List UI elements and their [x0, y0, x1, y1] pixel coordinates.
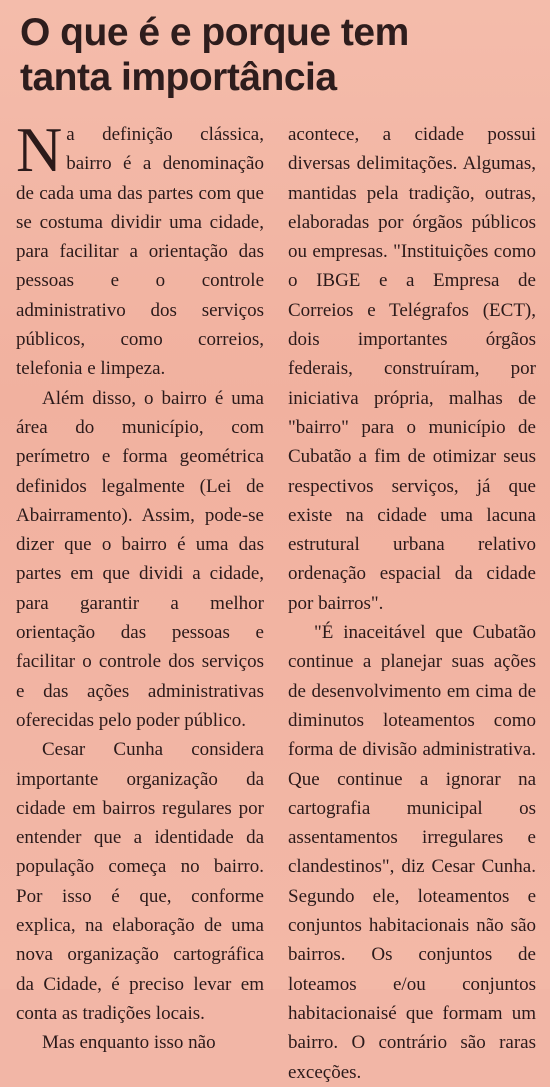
paragraph: Além disso, o bairro é uma área do município, com perímetro e forma geométrica definidos legalmente (Lei de Abairramento). Assim, pode-se dizer que o bairro é uma das partes em que dividi a cidade, para garantir a melhor orientação das pessoas e facilitar o controle dos serviços e das ações administrativas oferecidas pelo poder público. — [16, 387, 264, 731]
paragraph: "É inaceitável que Cubatão continue a planejar suas ações de desenvolvimento em cima de diminutos loteamentos como forma de divisão administrativa. Que continue a ignorar na cartografia municipal os assentamentos irregulares e clandestinos", diz Cesar Cunha. Segundo ele, loteamentos e conjuntos habitacionais não são bairros. Os conjuntos de loteamos e/ou conjuntos habitacionaisé que formam um bairro. O contrário são raras exceções. — [288, 622, 536, 1083]
column-left — [16, 114, 264, 1087]
paragraph: Mas enquanto isso não — [42, 1032, 216, 1054]
drop-cap: N — [16, 114, 63, 185]
paragraph — [16, 114, 264, 384]
headline-line-1: O que é e porque tem — [20, 11, 409, 54]
column-right — [288, 120, 536, 1087]
paragraph: acontece, a cidade possui diversas delimitações. Algumas, mantidas pela tradição, outras, elaboradas por órgãos públicos ou empresas. "Instituições como o IBGE e a Empresa de Correios e Telégrafos (ECT), dois importantes órgãos federais, construíram, por iniciativa própria, malhas de "bairro" para o município de Cubatão a fim de otimizar seus respectivos serviços, já que existe na cidade uma lacuna estrutural urbana relativo ordenação espacial da cidade por bairros". — [288, 124, 536, 614]
paragraph-text: a definição clássica, bairro é a denominação de cada uma das partes com que se costuma dividir uma cidade, para facilitar a orientação das pessoas e o controle administrativo dos serviços públicos, como correios, telefonia e limpeza. — [16, 124, 264, 380]
article-body — [16, 114, 536, 1087]
headline-line-2: tanta importância — [20, 56, 337, 99]
headline — [20, 10, 536, 100]
paragraph: Cesar Cunha considera importante organização da cidade em bairros regulares por entender que a identidade da população começa no bairro. Por isso é que, conforme explica, na elaboração de uma nova organização cartográfica da Cidade, é preciso levar em conta as tradições locais. — [16, 739, 264, 1024]
